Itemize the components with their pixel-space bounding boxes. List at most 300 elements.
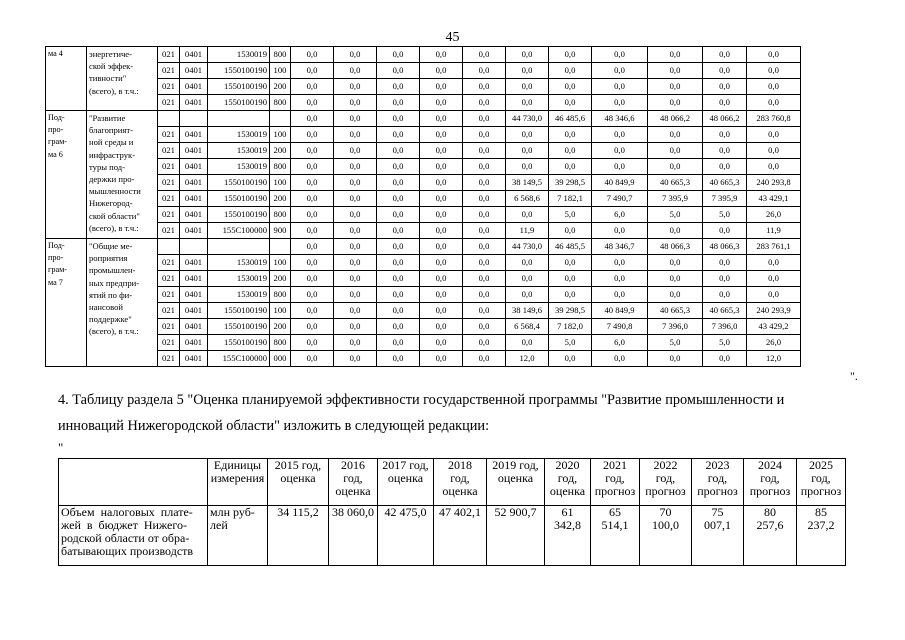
- budget-cell: 283 760,8: [747, 111, 801, 127]
- budget-cell: 0,0: [463, 319, 506, 335]
- budget-cell: 1550100190: [208, 63, 270, 79]
- indicator-value: 70 100,0: [640, 506, 692, 566]
- budget-cell: 40 849,9: [592, 303, 648, 319]
- budget-cell: 0,0: [592, 351, 648, 367]
- budget-cell: 0401: [180, 223, 208, 239]
- budget-cell: 0,0: [506, 79, 549, 95]
- budget-cell: 0,0: [506, 255, 549, 271]
- budget-cell: 0,0: [377, 255, 420, 271]
- budget-row: [46, 255, 801, 271]
- budget-cell: 1550100190: [208, 335, 270, 351]
- budget-cell: 0,0: [420, 191, 463, 207]
- budget-cell: 0,0: [291, 47, 334, 63]
- indicator-value: 85 237,2: [797, 506, 846, 566]
- budget-cell: 0,0: [463, 143, 506, 159]
- budget-cell: 0,0: [420, 335, 463, 351]
- budget-cell: 000: [270, 351, 291, 367]
- budget-cell: 0,0: [703, 287, 747, 303]
- subprogram-label: Под- про- грам- ма 7: [46, 239, 87, 367]
- budget-cell: 0,0: [703, 127, 747, 143]
- budget-cell: 12,0: [506, 351, 549, 367]
- budget-cell: 0,0: [747, 95, 801, 111]
- budget-row: [46, 111, 801, 127]
- budget-cell: 021: [158, 223, 180, 239]
- budget-cell: 0,0: [291, 287, 334, 303]
- budget-cell: 0,0: [334, 271, 377, 287]
- budget-cell: 48 066,3: [648, 239, 703, 255]
- budget-cell: 100: [270, 303, 291, 319]
- budget-row: [46, 287, 801, 303]
- budget-cell: 0,0: [377, 287, 420, 303]
- indicator-value: 80 257,6: [744, 506, 797, 566]
- budget-cell: 0,0: [506, 335, 549, 351]
- budget-cell: 0,0: [506, 143, 549, 159]
- paragraph-line-2: инноваций Нижегородской области" изложить в следующей редакции:: [58, 418, 490, 434]
- budget-cell: 0,0: [334, 159, 377, 175]
- budget-cell: 0,0: [648, 271, 703, 287]
- budget-cell: 100: [270, 175, 291, 191]
- budget-cell: 0401: [180, 207, 208, 223]
- budget-cell: [158, 239, 180, 255]
- budget-cell: 5,0: [549, 207, 592, 223]
- budget-cell: 40 665,3: [703, 303, 747, 319]
- budget-cell: 0,0: [291, 111, 334, 127]
- budget-cell: 0,0: [703, 223, 747, 239]
- budget-cell: 0401: [180, 287, 208, 303]
- budget-cell: 021: [158, 159, 180, 175]
- budget-cell: 0,0: [506, 159, 549, 175]
- budget-cell: 021: [158, 175, 180, 191]
- budget-cell: 1530019: [208, 143, 270, 159]
- budget-cell: 0,0: [334, 63, 377, 79]
- budget-cell: 283 761,1: [747, 239, 801, 255]
- budget-cell: 800: [270, 159, 291, 175]
- budget-cell: 0,0: [463, 335, 506, 351]
- budget-cell: 38 149,6: [506, 303, 549, 319]
- budget-cell: 0,0: [291, 79, 334, 95]
- budget-cell: 0401: [180, 303, 208, 319]
- budget-cell: 0,0: [648, 351, 703, 367]
- budget-cell: 0,0: [377, 95, 420, 111]
- budget-cell: 0401: [180, 191, 208, 207]
- budget-cell: 0,0: [463, 127, 506, 143]
- budget-cell: 0,0: [648, 287, 703, 303]
- budget-row: [46, 127, 801, 143]
- budget-cell: 0,0: [703, 271, 747, 287]
- budget-cell: 12,0: [747, 351, 801, 367]
- budget-cell: 0,0: [420, 143, 463, 159]
- budget-cell: 1530019: [208, 159, 270, 175]
- budget-cell: 0,0: [592, 159, 648, 175]
- indicator-value: 65 514,1: [591, 506, 640, 566]
- budget-cell: 0,0: [592, 223, 648, 239]
- budget-cell: 0,0: [377, 47, 420, 63]
- budget-cell: 900: [270, 223, 291, 239]
- budget-cell: 0,0: [334, 127, 377, 143]
- budget-cell: 0,0: [703, 79, 747, 95]
- budget-cell: 1550100190: [208, 175, 270, 191]
- budget-cell: 800: [270, 95, 291, 111]
- budget-cell: 0,0: [648, 47, 703, 63]
- budget-table: [45, 46, 801, 367]
- budget-cell: 1550100190: [208, 79, 270, 95]
- budget-cell: 0,0: [420, 47, 463, 63]
- budget-cell: 0,0: [506, 47, 549, 63]
- budget-cell: 0,0: [291, 95, 334, 111]
- budget-cell: 11,9: [506, 223, 549, 239]
- subprogram-label: Под- про- грам- ма 6: [46, 111, 87, 239]
- budget-cell: 44 730,0: [506, 111, 549, 127]
- budget-cell: 0,0: [420, 271, 463, 287]
- budget-cell: 0,0: [747, 127, 801, 143]
- budget-cell: 0,0: [291, 223, 334, 239]
- budget-cell: 0,0: [377, 351, 420, 367]
- budget-cell: 46 485,6: [549, 111, 592, 127]
- budget-cell: 40 665,3: [703, 175, 747, 191]
- budget-cell: 0,0: [703, 95, 747, 111]
- budget-cell: 0,0: [747, 79, 801, 95]
- budget-cell: 0,0: [463, 95, 506, 111]
- budget-cell: 0,0: [291, 335, 334, 351]
- budget-cell: 7 182,1: [549, 191, 592, 207]
- budget-cell: 1550100190: [208, 207, 270, 223]
- budget-cell: 0,0: [506, 127, 549, 143]
- budget-cell: 0,0: [291, 127, 334, 143]
- budget-cell: 0401: [180, 351, 208, 367]
- budget-cell: 0,0: [420, 223, 463, 239]
- budget-cell: 0,0: [747, 47, 801, 63]
- indicator-label: Объем налоговых плате- жей в бюджет Нижего- родской области от обра- батывающих производств: [59, 506, 208, 566]
- budget-cell: 0,0: [291, 303, 334, 319]
- budget-cell: 0,0: [463, 159, 506, 175]
- budget-cell: 48 066,2: [648, 111, 703, 127]
- budget-cell: 0,0: [420, 159, 463, 175]
- budget-cell: 800: [270, 47, 291, 63]
- budget-cell: 0,0: [747, 63, 801, 79]
- efficiency-header-cell: 2016 год, оценка: [329, 459, 378, 506]
- budget-cell: 0,0: [334, 111, 377, 127]
- budget-cell: 0401: [180, 319, 208, 335]
- budget-row: [46, 303, 801, 319]
- budget-cell: 0,0: [463, 287, 506, 303]
- budget-cell: 0401: [180, 63, 208, 79]
- budget-cell: 0,0: [549, 79, 592, 95]
- budget-cell: 5,0: [549, 335, 592, 351]
- subprogram-label: ма 4: [46, 47, 87, 111]
- budget-cell: 0,0: [420, 287, 463, 303]
- budget-cell: 100: [270, 127, 291, 143]
- budget-cell: 240 293,9: [747, 303, 801, 319]
- budget-cell: 021: [158, 319, 180, 335]
- budget-cell: 5,0: [648, 335, 703, 351]
- budget-cell: 155C100000: [208, 223, 270, 239]
- budget-cell: 021: [158, 95, 180, 111]
- budget-cell: 0,0: [703, 159, 747, 175]
- budget-cell: 0,0: [334, 303, 377, 319]
- indicator-value: 75 007,1: [692, 506, 744, 566]
- budget-cell: 0,0: [377, 111, 420, 127]
- budget-cell: 0,0: [377, 127, 420, 143]
- budget-cell: 5,0: [648, 207, 703, 223]
- budget-cell: 0,0: [334, 95, 377, 111]
- indicator-value: 34 115,2: [268, 506, 329, 566]
- budget-cell: 0,0: [592, 47, 648, 63]
- budget-cell: 0,0: [420, 319, 463, 335]
- budget-row: [46, 95, 801, 111]
- budget-cell: 0,0: [549, 159, 592, 175]
- budget-cell: 021: [158, 63, 180, 79]
- budget-cell: 0401: [180, 95, 208, 111]
- budget-cell: 5,0: [703, 335, 747, 351]
- budget-cell: 0,0: [747, 271, 801, 287]
- budget-cell: 0,0: [334, 319, 377, 335]
- budget-cell: 021: [158, 255, 180, 271]
- budget-cell: 0,0: [506, 207, 549, 223]
- budget-cell: 0,0: [506, 95, 549, 111]
- budget-cell: 1530019: [208, 47, 270, 63]
- budget-cell: 0,0: [592, 79, 648, 95]
- budget-cell: 0,0: [377, 223, 420, 239]
- budget-cell: 240 293,8: [747, 175, 801, 191]
- budget-row: [46, 351, 801, 367]
- budget-cell: 200: [270, 271, 291, 287]
- budget-cell: 0,0: [747, 287, 801, 303]
- efficiency-header-cell: 2019 год, оценка: [487, 459, 545, 506]
- budget-cell: 0,0: [549, 47, 592, 63]
- budget-cell: 0,0: [420, 95, 463, 111]
- budget-cell: 0,0: [549, 127, 592, 143]
- budget-cell: 0,0: [648, 255, 703, 271]
- budget-cell: 021: [158, 351, 180, 367]
- budget-cell: 0,0: [506, 271, 549, 287]
- budget-cell: [270, 239, 291, 255]
- budget-cell: [270, 111, 291, 127]
- budget-cell: 0,0: [291, 143, 334, 159]
- indicator-value: 47 402,1: [434, 506, 487, 566]
- efficiency-header-row: [59, 459, 846, 506]
- budget-cell: 40 665,3: [648, 175, 703, 191]
- budget-cell: 0401: [180, 335, 208, 351]
- budget-cell: 0,0: [592, 271, 648, 287]
- efficiency-header-cell: 2018 год, оценка: [434, 459, 487, 506]
- budget-cell: 0,0: [291, 319, 334, 335]
- indicator-value: 38 060,0: [329, 506, 378, 566]
- indicator-value: 52 900,7: [487, 506, 545, 566]
- budget-cell: 6 568,6: [506, 191, 549, 207]
- budget-cell: 0,0: [592, 255, 648, 271]
- budget-cell: 0,0: [592, 127, 648, 143]
- efficiency-header-cell: 2023 год, прогноз: [692, 459, 744, 506]
- budget-cell: 021: [158, 271, 180, 287]
- budget-cell: 0,0: [703, 255, 747, 271]
- budget-cell: 1530019: [208, 271, 270, 287]
- subprogram-title: энергетиче- ской эффек- тивности" (всего), в т.ч.:: [87, 47, 158, 111]
- budget-cell: 38 149,5: [506, 175, 549, 191]
- budget-cell: 0401: [180, 47, 208, 63]
- budget-cell: 0,0: [549, 287, 592, 303]
- subprogram-title: "Развитие благоприят- ной среды и инфраструк- туры под- держки про- мышленности Нижегород- ской области" (всего), в т.ч.:: [87, 111, 158, 239]
- budget-cell: 0,0: [648, 95, 703, 111]
- budget-cell: 0,0: [747, 143, 801, 159]
- budget-cell: 0,0: [420, 127, 463, 143]
- budget-cell: 0,0: [463, 239, 506, 255]
- budget-cell: 0,0: [334, 79, 377, 95]
- budget-cell: 0,0: [377, 319, 420, 335]
- budget-cell: 0,0: [420, 303, 463, 319]
- budget-cell: 0,0: [334, 351, 377, 367]
- budget-row: [46, 239, 801, 255]
- indicator-unit: млн руб- лей: [208, 506, 268, 566]
- budget-cell: 0,0: [463, 255, 506, 271]
- efficiency-header-cell: [59, 459, 208, 506]
- budget-row: [46, 143, 801, 159]
- budget-cell: 43 429,1: [747, 191, 801, 207]
- budget-row: [46, 191, 801, 207]
- budget-cell: 0,0: [549, 255, 592, 271]
- budget-cell: 0,0: [463, 191, 506, 207]
- budget-cell: 200: [270, 143, 291, 159]
- budget-cell: 0401: [180, 143, 208, 159]
- budget-cell: 0,0: [648, 79, 703, 95]
- budget-cell: 0,0: [549, 95, 592, 111]
- budget-cell: 26,0: [747, 207, 801, 223]
- budget-cell: 0,0: [377, 191, 420, 207]
- budget-cell: 0,0: [463, 271, 506, 287]
- budget-row: [46, 175, 801, 191]
- budget-cell: 0401: [180, 127, 208, 143]
- budget-cell: 0,0: [648, 63, 703, 79]
- budget-cell: 0401: [180, 175, 208, 191]
- efficiency-header-cell: 2017 год, оценка: [378, 459, 434, 506]
- budget-cell: 0,0: [703, 351, 747, 367]
- budget-cell: 021: [158, 335, 180, 351]
- budget-cell: [208, 239, 270, 255]
- budget-cell: 0,0: [334, 143, 377, 159]
- budget-cell: 0,0: [549, 143, 592, 159]
- budget-cell: 800: [270, 287, 291, 303]
- efficiency-header-cell: 2025 год, прогноз: [797, 459, 846, 506]
- budget-cell: [180, 239, 208, 255]
- budget-cell: 800: [270, 335, 291, 351]
- budget-cell: 021: [158, 47, 180, 63]
- budget-cell: 0,0: [377, 303, 420, 319]
- budget-cell: 11,9: [747, 223, 801, 239]
- budget-cell: 7 396,0: [648, 319, 703, 335]
- budget-row: [46, 319, 801, 335]
- budget-cell: 0,0: [291, 255, 334, 271]
- budget-cell: 0401: [180, 159, 208, 175]
- budget-cell: 0,0: [420, 239, 463, 255]
- opening-quote: ": [58, 440, 64, 455]
- budget-cell: 48 346,6: [592, 111, 648, 127]
- budget-cell: 0,0: [377, 63, 420, 79]
- budget-row: [46, 271, 801, 287]
- budget-cell: 0,0: [463, 223, 506, 239]
- budget-cell: 40 849,9: [592, 175, 648, 191]
- budget-cell: 0,0: [420, 207, 463, 223]
- budget-row: [46, 335, 801, 351]
- budget-cell: 800: [270, 207, 291, 223]
- budget-cell: 200: [270, 319, 291, 335]
- budget-cell: 5,0: [703, 207, 747, 223]
- budget-row: [46, 47, 801, 63]
- budget-cell: [158, 111, 180, 127]
- budget-cell: 0,0: [334, 47, 377, 63]
- budget-cell: 6,0: [592, 207, 648, 223]
- budget-cell: 7 490,7: [592, 191, 648, 207]
- budget-cell: 0401: [180, 255, 208, 271]
- budget-cell: 0,0: [334, 191, 377, 207]
- budget-cell: 7 490,8: [592, 319, 648, 335]
- budget-cell: 0,0: [463, 175, 506, 191]
- budget-cell: 1550100190: [208, 95, 270, 111]
- budget-cell: 0,0: [377, 271, 420, 287]
- subprogram-title: "Общие ме- роприятия промышлен- ных предпри- ятий по фи- нансовой поддержке" (всего), в т.ч.:: [87, 239, 158, 367]
- budget-cell: [180, 111, 208, 127]
- budget-cell: 26,0: [747, 335, 801, 351]
- indicator-value: 42 475,0: [378, 506, 434, 566]
- budget-cell: 0,0: [506, 63, 549, 79]
- budget-cell: 021: [158, 207, 180, 223]
- budget-cell: 0,0: [592, 95, 648, 111]
- budget-cell: 46 485,5: [549, 239, 592, 255]
- budget-cell: 39 298,5: [549, 175, 592, 191]
- budget-cell: 0401: [180, 79, 208, 95]
- budget-cell: 7 395,9: [703, 191, 747, 207]
- budget-cell: 0,0: [747, 255, 801, 271]
- budget-cell: 0,0: [291, 175, 334, 191]
- budget-cell: 021: [158, 191, 180, 207]
- budget-cell: 0,0: [334, 207, 377, 223]
- budget-cell: 1550100190: [208, 303, 270, 319]
- budget-cell: 0,0: [377, 79, 420, 95]
- budget-cell: 44 730,0: [506, 239, 549, 255]
- efficiency-header-cell: 2021 год, прогноз: [591, 459, 640, 506]
- budget-row: [46, 63, 801, 79]
- budget-cell: 6 568,4: [506, 319, 549, 335]
- budget-cell: 0,0: [463, 47, 506, 63]
- budget-cell: 1530019: [208, 255, 270, 271]
- budget-cell: 0,0: [334, 335, 377, 351]
- budget-cell: 0,0: [377, 159, 420, 175]
- budget-cell: 100: [270, 63, 291, 79]
- budget-cell: 0,0: [334, 175, 377, 191]
- budget-cell: 0,0: [334, 239, 377, 255]
- budget-cell: 0,0: [648, 223, 703, 239]
- budget-cell: 1530019: [208, 287, 270, 303]
- budget-cell: 0,0: [549, 351, 592, 367]
- budget-cell: 0,0: [463, 111, 506, 127]
- budget-cell: 48 066,3: [703, 239, 747, 255]
- closing-quote: ".: [850, 369, 858, 383]
- budget-cell: 0,0: [463, 351, 506, 367]
- budget-cell: 0,0: [703, 63, 747, 79]
- budget-cell: 0,0: [648, 127, 703, 143]
- budget-cell: 0,0: [648, 143, 703, 159]
- budget-cell: 48 066,2: [703, 111, 747, 127]
- budget-cell: 155C100000: [208, 351, 270, 367]
- indicator-value: 61 342,8: [545, 506, 591, 566]
- budget-cell: 0,0: [592, 63, 648, 79]
- budget-cell: 0,0: [291, 159, 334, 175]
- budget-cell: 0,0: [549, 271, 592, 287]
- budget-cell: 1530019: [208, 127, 270, 143]
- budget-cell: 0,0: [463, 207, 506, 223]
- budget-cell: 200: [270, 191, 291, 207]
- budget-cell: 100: [270, 255, 291, 271]
- budget-cell: 0,0: [648, 159, 703, 175]
- budget-cell: 7 395,9: [648, 191, 703, 207]
